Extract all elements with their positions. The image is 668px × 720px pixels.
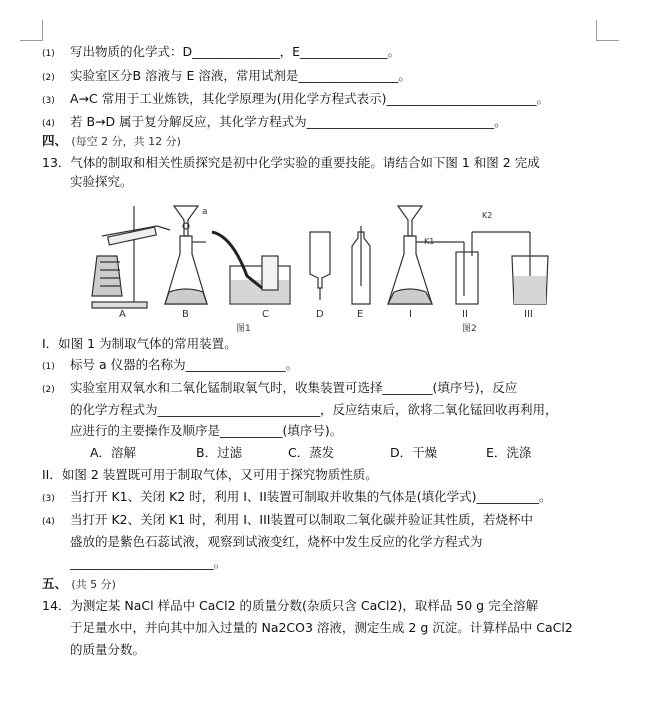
apparatus-a-heating-setup <box>92 206 170 308</box>
q12-item-4: (4) 若 B→D 属于复分解反应，其化学方程式为______________________________。 <box>42 114 507 129</box>
q13-item-4-line-3: _______________________。 <box>70 555 227 570</box>
label-C: C <box>262 309 269 320</box>
option-b: B．过滤 <box>196 445 243 460</box>
option-a: A．溶解 <box>90 445 137 460</box>
section-5-heading: 五、 (共 5 分) <box>42 576 116 591</box>
option-d: D．干燥 <box>390 445 438 460</box>
label-II: II <box>462 309 468 320</box>
label-III: III <box>524 309 533 320</box>
label-k1: K1 <box>424 237 435 246</box>
q12-item-1: (1) 写出物质的化学式：D______________，E______________。 <box>42 44 401 59</box>
label-D: D <box>316 309 324 320</box>
q14-line-1: 14．为测定某 NaCl 样品中 CaCl2 的质量分数(杂质只含 CaCl2)，取样品 50 g 完全溶解 <box>42 598 539 613</box>
apparatus-figure <box>72 196 572 336</box>
figure-2-caption: 图2 <box>462 324 477 334</box>
q14-line-2: 于足量水中，并向其中加入过量的 Na2CO3 溶液，测定生成 2 g 沉淀。计算样品中 CaCl2 <box>70 620 573 635</box>
label-E: E <box>357 309 364 320</box>
q12-item-2: (2) 实验室区分B 溶液与 E 溶液，常用试剂是________________。 <box>42 68 411 83</box>
q13-intro-2: 实验探究。 <box>70 174 133 189</box>
q13-item-4: (4) 当打开 K2、关闭 K1 时，利用 I、III装置可以制取二氧化碳并验证其性质，若烧杯中 <box>42 512 533 527</box>
q13-part2-title: II．如图 2 装置既可用于制取气体，又可用于探究物质性质。 <box>42 467 378 482</box>
apparatus-e-bottle <box>352 226 370 304</box>
crop-mark-top-left <box>20 20 43 41</box>
q13-item-2-line-2: 的化学方程式为__________________________，反应结束后，欲将二氧化锰回收再利用， <box>70 402 558 417</box>
q12-item-3: (3) A→C 常用于工业炼铁，其化学原理为(用化学方程式表示)________________________。 <box>42 91 549 106</box>
apparatus-i-flask <box>388 206 452 304</box>
q13-item-2-line-3: 应进行的主要操作及顺序是__________(填序号)。 <box>70 423 343 438</box>
label-k2: K2 <box>482 211 493 220</box>
figure-1-caption: 图1 <box>236 324 251 334</box>
section-4-heading: 四、 (每空 2 分，共 12 分) <box>42 133 181 148</box>
apparatus-c-water-trough <box>212 232 290 304</box>
option-c: C．蒸发 <box>288 445 335 460</box>
q13-intro-1: 13．气体的制取和相关性质探究是初中化学实验的重要技能。请结合如下图 1 和图 2 完成 <box>42 155 540 170</box>
q14-line-3: 的质量分数。 <box>70 642 146 657</box>
q13-item-1: (1) 标号 a 仪器的名称为________________。 <box>42 357 299 372</box>
q13-item-4-line-2: 盛放的是紫色石蕊试液，观察到试液变红，烧杯中发生反应的化学方程式为 <box>70 534 483 549</box>
label-a: a <box>202 207 208 217</box>
label-A: A <box>119 309 126 320</box>
crop-mark-top-right <box>596 20 619 41</box>
label-B: B <box>182 309 189 320</box>
apparatus-b-flask <box>165 206 207 304</box>
apparatus-d-bottle <box>310 232 330 300</box>
q13-item-3: (3) 当打开 K1、关闭 K2 时，利用 I、II装置可制取并收集的气体是(填化学式)__________。 <box>42 489 552 504</box>
label-I: I <box>409 309 412 320</box>
q13-item-2: (2) 实验室用双氧水和二氧化锰制取氧气时，收集装置可选择________(填序号)，反应 <box>42 380 518 395</box>
q13-part1-title: I．如图 1 为制取气体的常用装置。 <box>42 336 237 351</box>
option-e: E．洗涤 <box>486 445 532 460</box>
